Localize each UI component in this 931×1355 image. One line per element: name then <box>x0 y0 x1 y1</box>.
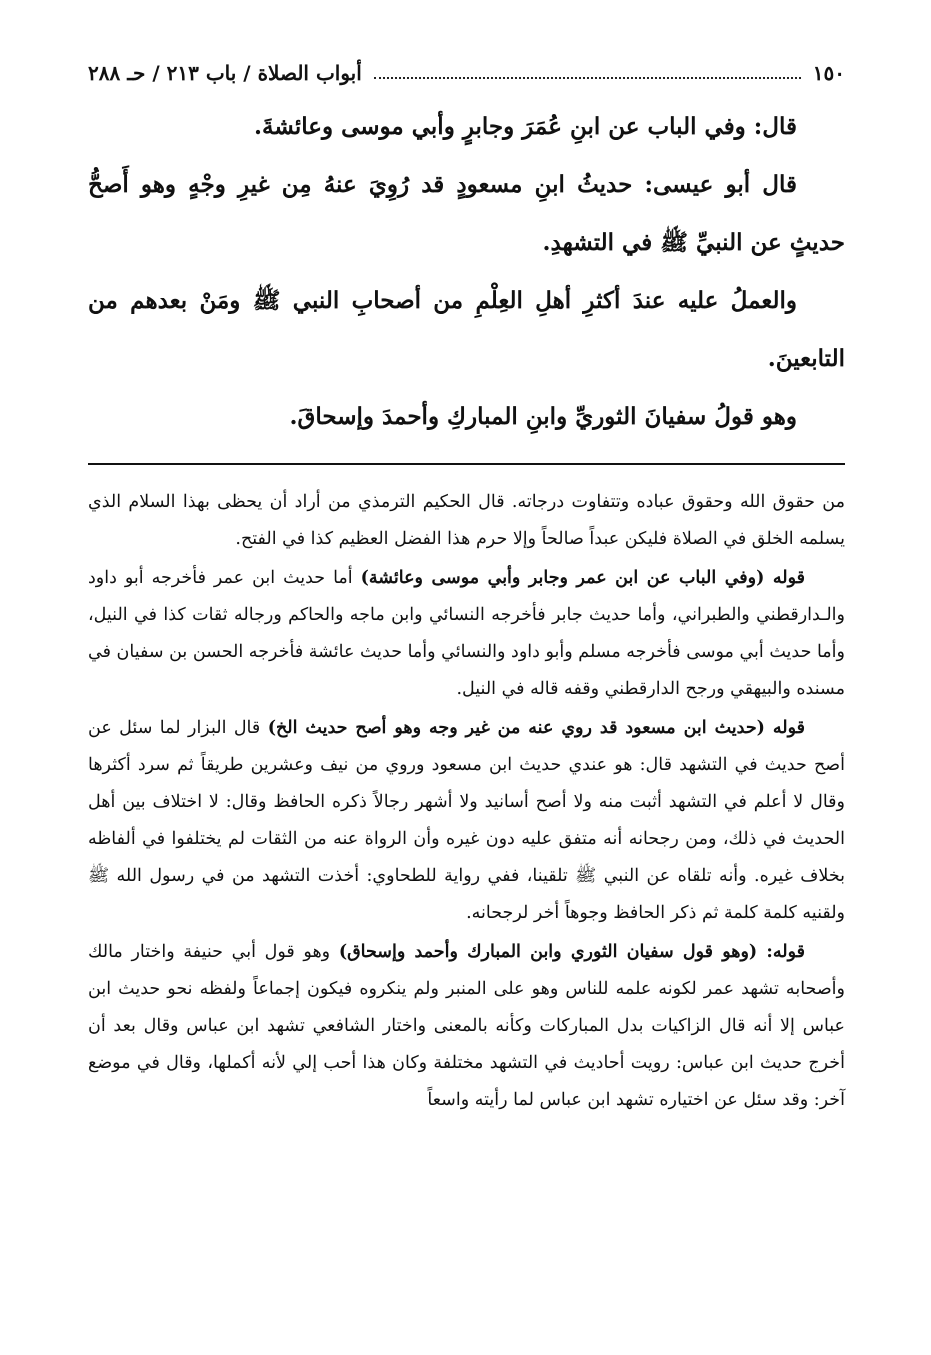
commentary-paragraph <box>88 484 845 558</box>
commentary-paragraph <box>88 560 845 708</box>
footnote-separator <box>88 463 845 465</box>
page-header <box>88 56 845 90</box>
page-number: ١٥٠ <box>812 61 845 85</box>
commentary-paragraph <box>88 934 845 1119</box>
commentary-paragraph <box>88 710 845 932</box>
commentary <box>88 484 845 1121</box>
main-paragraph: قال أبو عيسى: حديثُ ابنِ مسعودٍ قد رُوِيَ عنهُ مِن غيرِ وجْهٍ وهو أَصحُّ حديثٍ عن النبيِّ ﷺ في التشهدِ. <box>88 171 845 256</box>
main-paragraph: والعملُ عليه عندَ أكثرِ أهلِ العِلْمِ من أصحابِ النبي ﷺ ومَنْ بعدهم من التابعينَ. <box>88 287 845 372</box>
commentary-lead: قوله (وفي الباب عن ابن عمر وجابر وأبي موسى وعائشة) <box>360 568 805 588</box>
commentary-text: أما حديث ابن عمر فأخرجه أبو داود والـدارقطني والطبراني، وأما حديث جابر فأخرجه النسائي وابن ماجه والحاكم ورجاله ثقات كذا في النيل، وأما حديث أبي موسى فأخرجه مسلم وأبو داود والنسائي وأما حديث عائشة فأخرجه الحسن بن سفيان في مسنده والبيهقي ورجح الدارقطني وقفه قاله في النيل. <box>88 568 845 699</box>
main-text <box>88 98 845 446</box>
commentary-text: قال البزار لما سئل عن أصح حديث في التشهد قال: هو عندي حديث ابن مسعود وروي من نيف وعشرين طريقاً ثم سرد أكثرها وقال لا أعلم في التشهد أثبت منه ولا أصح أسانيد ولا أشهر رجالاً ذكره الحافظ وقال: لا اختلاف بين أهل الحديث في ذلك، ومن رجحانه أنه متفق عليه دون غيره وأن الرواة عنه من الثقات لم يختلفوا في ألفاظه بخلاف غيره. وأنه تلقاه عن النبي ﷺ تلقينا، ففي رواية للطحاوي: أخذت التشهد من في رسول الله ﷺ ولقنيه كلمة كلمة ثم ذكر الحافظ وجوهاً أخر لرجحانه. <box>88 718 846 923</box>
commentary-text: وهو قول أبي حنيفة واختار مالك وأصحابه تشهد عمر لكونه علمه للناس وهو على المنبر ولم ينكروه فيكون إجماعاً ولفظه نحو حديث ابن عباس إلا أنه قال الزاكيات بدل المباركات وكأنه بالمعنى واختار الشافعي تشهد ابن عباس وقال بعد أن أخرج حديث ابن عباس: رويت أحاديث في التشهد مختلفة وكان هذا أحب إلي لأنه أكملها، وقال في موضع آخر: وقد سئل عن اختياره تشهد ابن عباس لما رأيته واسعاً <box>88 942 845 1110</box>
main-paragraph: قال: وفي الباب عن ابنِ عُمَرَ وجابرٍ وأبي موسى وعائشةَ. <box>253 113 797 140</box>
main-paragraph: وهو قولُ سفيانَ الثوريِّ وابنِ المباركِ وأحمدَ وإسحاقَ. <box>289 403 797 430</box>
commentary-lead: قوله (حديث ابن مسعود قد روي عنه من غير وجه وهو أصح حديث الخ) <box>267 718 806 738</box>
running-title: أبواب الصلاة / باب ٢١٣ / حـ ٢٨٨ <box>88 61 362 85</box>
commentary-lead: قوله: (وهو قول سفيان الثوري وابن المبارك وأحمد وإسحاق) <box>338 942 805 962</box>
header-dot-leader <box>374 67 801 79</box>
commentary-text: من حقوق الله وحقوق عباده وتتفاوت درجاته. قال الحكيم الترمذي من أراد أن يحظى بهذا السلام الذي يسلمه الخلق في الصلاة فليكن عبداً صالحاً وإلا حرم هذا الفضل العظيم كذا في الفتح. <box>88 492 845 549</box>
